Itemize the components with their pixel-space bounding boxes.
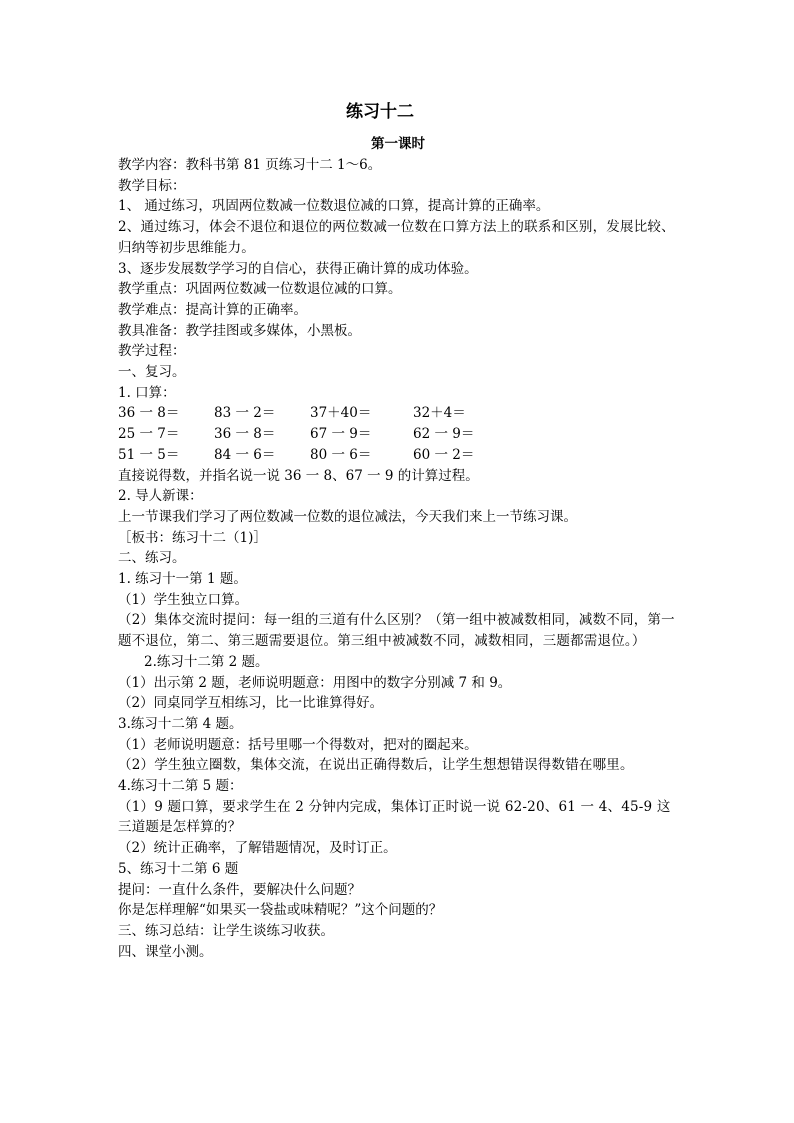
text-line: 教具准备：教学挂图或多媒体，小黑板。	[118, 322, 361, 339]
calc-cell: 51 一 5＝	[118, 446, 180, 463]
calc-row	[118, 424, 678, 445]
text-line: 1、 通过练习，巩固两位数减一位数退位减的口算，提高计算的正确率。	[118, 198, 550, 215]
text-line: 教学难点：提高计算的正确率。	[118, 301, 307, 318]
calc-cell: 83 一 2＝	[214, 405, 276, 422]
text-line: 2、通过练习，体会不退位和退位的两位数减一位数在口算方法上的联系和区别，发展比较、归纳等初步思维能力。	[118, 219, 675, 256]
text-line: 5、练习十二第 6 题	[118, 860, 239, 877]
calc-cell: 32＋4＝	[413, 405, 466, 422]
text-line: （2）学生独立圈数，集体交流，在说出正确得数后，让学生想想错误得数错在哪里。	[118, 757, 634, 774]
text-line: 1. 练习十一第 1 题。	[118, 571, 247, 588]
text-line: 4.练习十二第 5 题：	[118, 778, 243, 795]
text-line: 四、课堂小测。	[118, 943, 213, 960]
calc-row	[118, 403, 678, 424]
text-line: 教学重点：巩固两位数减一位数退位减的口算。	[118, 281, 402, 298]
text-line: 1. 口算：	[118, 384, 176, 401]
text-line: 教学目标：	[118, 177, 186, 194]
document-page	[118, 98, 678, 962]
calc-cell: 60 一 2＝	[413, 446, 475, 463]
calc-cell: 67 一 9＝	[310, 426, 372, 443]
text-line: 三、练习总结：让学生谈练习收获。	[118, 922, 334, 939]
text-line: 2. 导人新课：	[118, 488, 203, 505]
text-line: 二、练习。	[118, 550, 186, 567]
calc-cell: 80 一 6＝	[310, 446, 372, 463]
text-line: 直接说得数，并指名说一说 36 一 8、67 一 9 的计算过程。	[118, 467, 479, 484]
page-title: 练习十二	[346, 102, 414, 122]
calc-cell: 36 一 8＝	[118, 405, 180, 422]
calc-table	[118, 403, 678, 465]
text-line: （1）出示第 2 题，老师说明题意：用图中的数字分别减 7 和 9。	[118, 674, 512, 691]
intro-section	[118, 155, 678, 403]
text-line: 教学内容：教科书第 81 页练习十二 1～6。	[118, 157, 382, 173]
text-line: （1）9 题口算，要求学生在 2 分钟内完成，集体订正时说一说 62-20、61 一 4、45-9 这三道题是怎样算的？	[118, 798, 671, 836]
calc-cell: 84 一 6＝	[214, 446, 276, 463]
calc-row	[118, 445, 678, 466]
text-line: 你是怎样理解“如果买一袋盐或味精呢？”这个问题的？	[118, 902, 443, 919]
text-line: （2）集体交流时提问：每一组的三道有什么区别？（第一组中被减数相同，减数不同，第一题不退位，第二、第三题需要退位。第三组中被减数不同，减数相同，三题都需退位。）	[118, 612, 675, 650]
calc-cell: 25 一 7＝	[118, 426, 180, 443]
text-line: 一、复习。	[118, 364, 186, 381]
text-line: 3、逐步发展数学学习的自信心，获得正确计算的成功体验。	[118, 260, 478, 277]
text-line: 上一节课我们学习了两位数减一位数的退位减法，今天我们来上一节练习课。	[118, 508, 577, 525]
text-line: 提问：一直什么条件，要解决什么问题？	[118, 881, 361, 898]
page-subtitle: 第一课时	[371, 136, 425, 152]
calc-cell: 37＋40＝	[310, 405, 372, 422]
calc-cell: 62 一 9＝	[413, 426, 475, 443]
text-line: ［板书：练习十二（1)］	[118, 529, 267, 546]
calc-cell: 36 一 8＝	[214, 426, 276, 443]
text-line: 教学过程：	[118, 343, 186, 360]
text-line: 2.练习十二第 2 题。	[144, 653, 269, 670]
text-line: 3.练习十二第 4 题。	[118, 715, 243, 732]
main-section	[118, 466, 678, 963]
text-line: （1）老师说明题意：括号里哪一个得数对，把对的圈起来。	[118, 736, 478, 753]
text-line: （2）统计正确率，了解错题情况，及时订正。	[118, 840, 397, 857]
text-line: （1）学生独立口算。	[118, 591, 249, 608]
text-line: （2）同桌同学互相练习，比一比谁算得好。	[118, 695, 384, 712]
